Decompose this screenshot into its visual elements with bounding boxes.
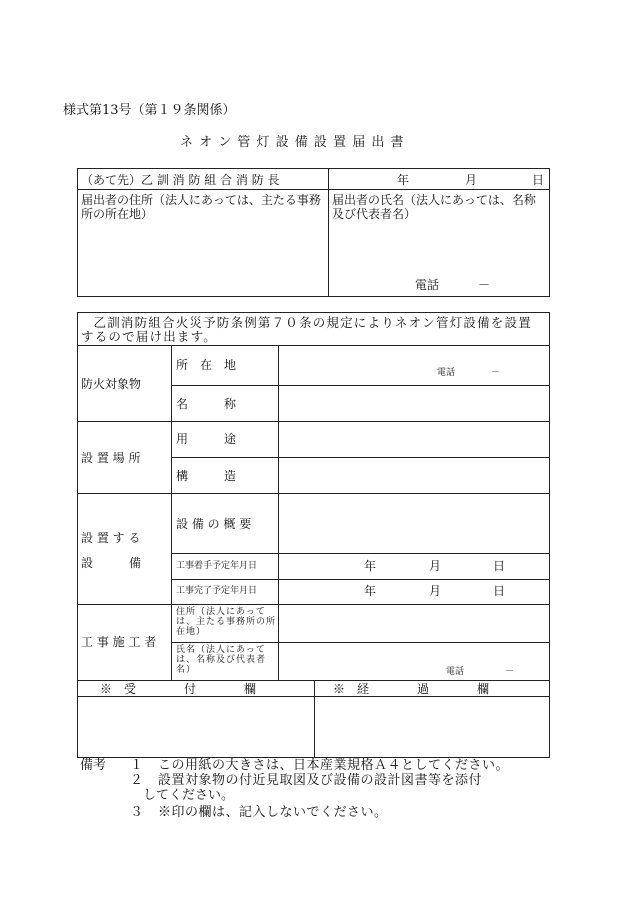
top-table-border-left: [77, 168, 78, 297]
addressee-label: （あて先）乙 訓 消 防 組 合 消 防 長: [81, 173, 280, 187]
top-table-border-right: [549, 168, 550, 297]
note-2-number: ２: [130, 773, 144, 788]
start-month-label: 月: [429, 559, 442, 573]
row-start-bottom: [171, 579, 549, 580]
fire-target-label: 防火対象物: [81, 377, 142, 391]
install-place-bottom: [77, 493, 549, 494]
date-month-label: 月: [465, 173, 478, 187]
submitter-name-label: 届出者の氏名（法人にあっては、名称及び代表者名）: [332, 193, 536, 221]
contractor-phone-label: 電話: [446, 667, 465, 677]
location-label: 所 在 地: [176, 358, 237, 372]
receipt-progress-divider: [314, 680, 315, 758]
note-3-text: ※印の欄は、記入しないでください。: [158, 805, 388, 820]
top-table-center-divider: [328, 168, 329, 297]
top-table-divider: [77, 189, 549, 190]
end-date-label: 工事完了予定年月日: [176, 586, 258, 596]
install-place-label: 設 置 場 所: [81, 451, 141, 465]
document-title: ネ オ ン 管 灯 設 備 設 置 届 出 書: [180, 135, 405, 150]
structure-label: 構 造: [176, 469, 237, 483]
top-table-border-top: [77, 168, 549, 169]
overview-label: 設 備 の 概 要: [176, 517, 252, 531]
row-contractor-address-bottom: [171, 642, 549, 643]
date-year-label: 年: [397, 173, 410, 187]
row-location-bottom: [171, 385, 549, 386]
equipment-label-line2: 設 備: [81, 556, 142, 570]
main-table-statement-bottom: [77, 345, 549, 346]
contractor-bottom: [77, 680, 549, 681]
submitter-address-label: 届出者の住所（法人にあっては、主たる事務所の所在地）: [81, 193, 321, 221]
contractor-label: 工 事 施 工 者: [81, 635, 157, 649]
contractor-phone-dash: －: [505, 667, 515, 677]
receipt-header: ※ 受 付 欄: [100, 682, 257, 696]
start-year-label: 年: [364, 559, 377, 573]
contractor-address-label: 住所（法人にあっては、主たる事務所の所在地）: [176, 607, 277, 637]
end-month-label: 月: [429, 584, 442, 598]
end-year-label: 年: [364, 584, 377, 598]
main-table-border-top: [77, 312, 549, 313]
submitter-phone-label: 電話: [415, 278, 440, 292]
note-1-text: この用紙の大きさは、日本産業規格Ａ４としてください。: [158, 758, 510, 773]
equipment-bottom: [77, 604, 549, 605]
end-day-label: 日: [493, 584, 506, 598]
main-table-label-divider: [171, 345, 172, 681]
submitter-phone-dash: －: [478, 278, 491, 292]
note-2-text: 設置対象物の付近見取図及び設備の設計図書等を添付: [158, 773, 483, 788]
fire-target-bottom: [77, 421, 549, 422]
form-number: 様式第13号（第１９条関係）: [63, 103, 236, 118]
fire-target-phone-dash: －: [491, 368, 501, 378]
progress-header: ※ 経 過 欄: [333, 682, 490, 696]
equipment-label-line1: 設 置 す る: [81, 531, 141, 545]
row-overview-bottom: [171, 553, 549, 554]
note-1-number: １: [130, 758, 144, 773]
contractor-name-label: 氏名（法人にあっては、名称及び代表者名）: [176, 645, 267, 675]
use-label: 用 途: [176, 432, 237, 446]
name-label: 名 称: [176, 397, 237, 411]
notes-label: 備考: [80, 758, 107, 773]
start-date-label: 工事着手予定年月日: [176, 561, 258, 571]
date-day-label: 日: [532, 173, 545, 187]
start-day-label: 日: [493, 559, 506, 573]
fire-target-phone-label: 電話: [437, 368, 456, 378]
main-table-sublabel-divider: [278, 345, 279, 681]
top-table-border-bottom: [77, 296, 549, 297]
receipt-header-bottom: [77, 696, 549, 697]
main-table-border-right: [549, 312, 550, 758]
note-2-continuation: してください。: [143, 788, 235, 803]
main-table-border-left: [77, 312, 78, 758]
row-use-bottom: [171, 457, 549, 458]
statement-text: 乙訓消防組合火災予防条例第７０条の規定によりネオン管灯設備を設置するので届け出ます。: [81, 315, 532, 344]
note-3-number: ３: [130, 805, 144, 820]
